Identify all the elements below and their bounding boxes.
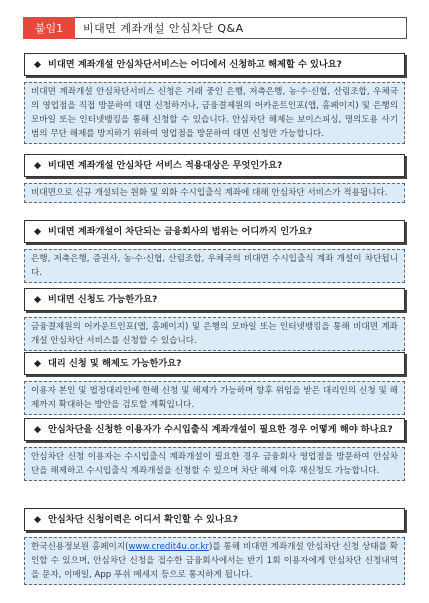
qa-item-5 (24, 352, 405, 415)
question-text: 비대면 신청도 가능한가요? (48, 294, 158, 305)
question-box (24, 508, 405, 531)
answer-box: 이용자 본인 및 법정대리인에 한해 신청 및 해제가 가능하며 향후 위임을 받은 대리인의 신청 및 해제까지 확대하는 방안을 검토할 계획입니다. (24, 381, 405, 415)
qa-item-3 (24, 220, 405, 283)
answer-text-post: )를 통해 비대면 계좌개설 안심차단 신청 상태를 확인할 수 있으며, 안심차단 신청을 접수한 금융회사에서는 반기 1회 이용자에게 안심차단 신청내역을 문자, 이메일, App 푸쉬 메세지 등으로 통지하게 됩니다. (31, 542, 398, 580)
document-header (23, 17, 407, 39)
answer-box: 비대면 계좌개설 안심차단서비스 신청은 거래 중인 은행, 저축은행, 농·수·신협, 산림조합, 우체국의 영업점을 직접 방문하여 대면 신청하거나, 금융결제원의 어카운트인포(앱, 홈페이지) 및 은행의 모바일 또는 인터넷뱅킹을 통해 신청할 수 있습니다. 안심차단 해제는 보이스피싱, 명의도용 사기범의 무단 해제를 방지하기 위하여 영업점을 방문하여 대면 신청만 가능합니다. (24, 82, 405, 144)
diamond-bullet-icon: ◆ (34, 358, 42, 369)
answer-box: 비대면으로 신규 개설되는 원화 및 외화 수시입출식 계좌에 대해 안심차단 서비스가 적용됩니다. (24, 183, 405, 203)
question-text: 안심차단 신청이력은 어디서 확인할 수 있나요? (48, 514, 238, 525)
question-box (24, 418, 405, 441)
question-text: 대리 신청 및 해제도 가능한가요? (48, 358, 182, 369)
diamond-bullet-icon: ◆ (34, 514, 42, 525)
answer-text-pre: 한국신용정보원 홈페이지( (31, 542, 129, 552)
diamond-bullet-icon: ◆ (34, 294, 42, 305)
answer-box: 안심차단 신청 이용자는 수시입출식 계좌개설이 필요한 경우 금융회사 영업점을 방문하여 안심차단을 해제하고 수시입출식 계좌개설을 신청할 수 있으며 차단 해제 이후 재신청도 가능합니다. (24, 447, 405, 481)
qa-item-4 (24, 288, 405, 351)
question-box (24, 288, 405, 311)
diamond-bullet-icon: ◆ (34, 226, 42, 237)
document-title: 비대면 계좌개설 안심차단 Q&A (75, 17, 407, 39)
qa-item-2 (24, 154, 405, 203)
answer-box: 금융결제원의 어카운트인포(앱, 홈페이지) 및 은행의 모바일 또는 인터넷뱅킹을 통해 비대면 계좌개설 안심차단 서비스를 신청할 수 있습니다. (24, 317, 405, 351)
question-text: 비대면 계좌개설이 차단되는 금융회사의 범위는 어디까지 인가요? (48, 226, 313, 237)
question-box (24, 220, 405, 243)
qa-item-1 (24, 53, 405, 144)
question-box (24, 352, 405, 375)
question-text: 안심차단을 신청한 이용자가 수시입출식 계좌개설이 필요한 경우 어떻게 해야 하나요? (48, 424, 393, 435)
credit4u-link[interactable]: www.credit4u.or.kr (128, 542, 209, 552)
attachment-tag: 붙임1 (23, 17, 75, 39)
qa-item-6 (24, 418, 405, 481)
diamond-bullet-icon: ◆ (34, 59, 42, 70)
question-box (24, 53, 405, 76)
question-text: 비대면 계좌개설 안심차단서비스는 어디에서 신청하고 해제할 수 있나요? (48, 59, 342, 70)
qa-item-7 (24, 508, 405, 585)
answer-box (24, 537, 405, 585)
diamond-bullet-icon: ◆ (34, 160, 42, 171)
answer-box: 은행, 저축은행, 증권사, 농·수·신협, 산림조합, 우체국의 비대면 수시입출식 계좌 개설이 차단됩니다. (24, 249, 405, 283)
question-text: 비대면 계좌개설 안심차단 서비스 적용대상은 무엇인가요? (48, 160, 283, 171)
question-box (24, 154, 405, 177)
diamond-bullet-icon: ◆ (34, 424, 42, 435)
